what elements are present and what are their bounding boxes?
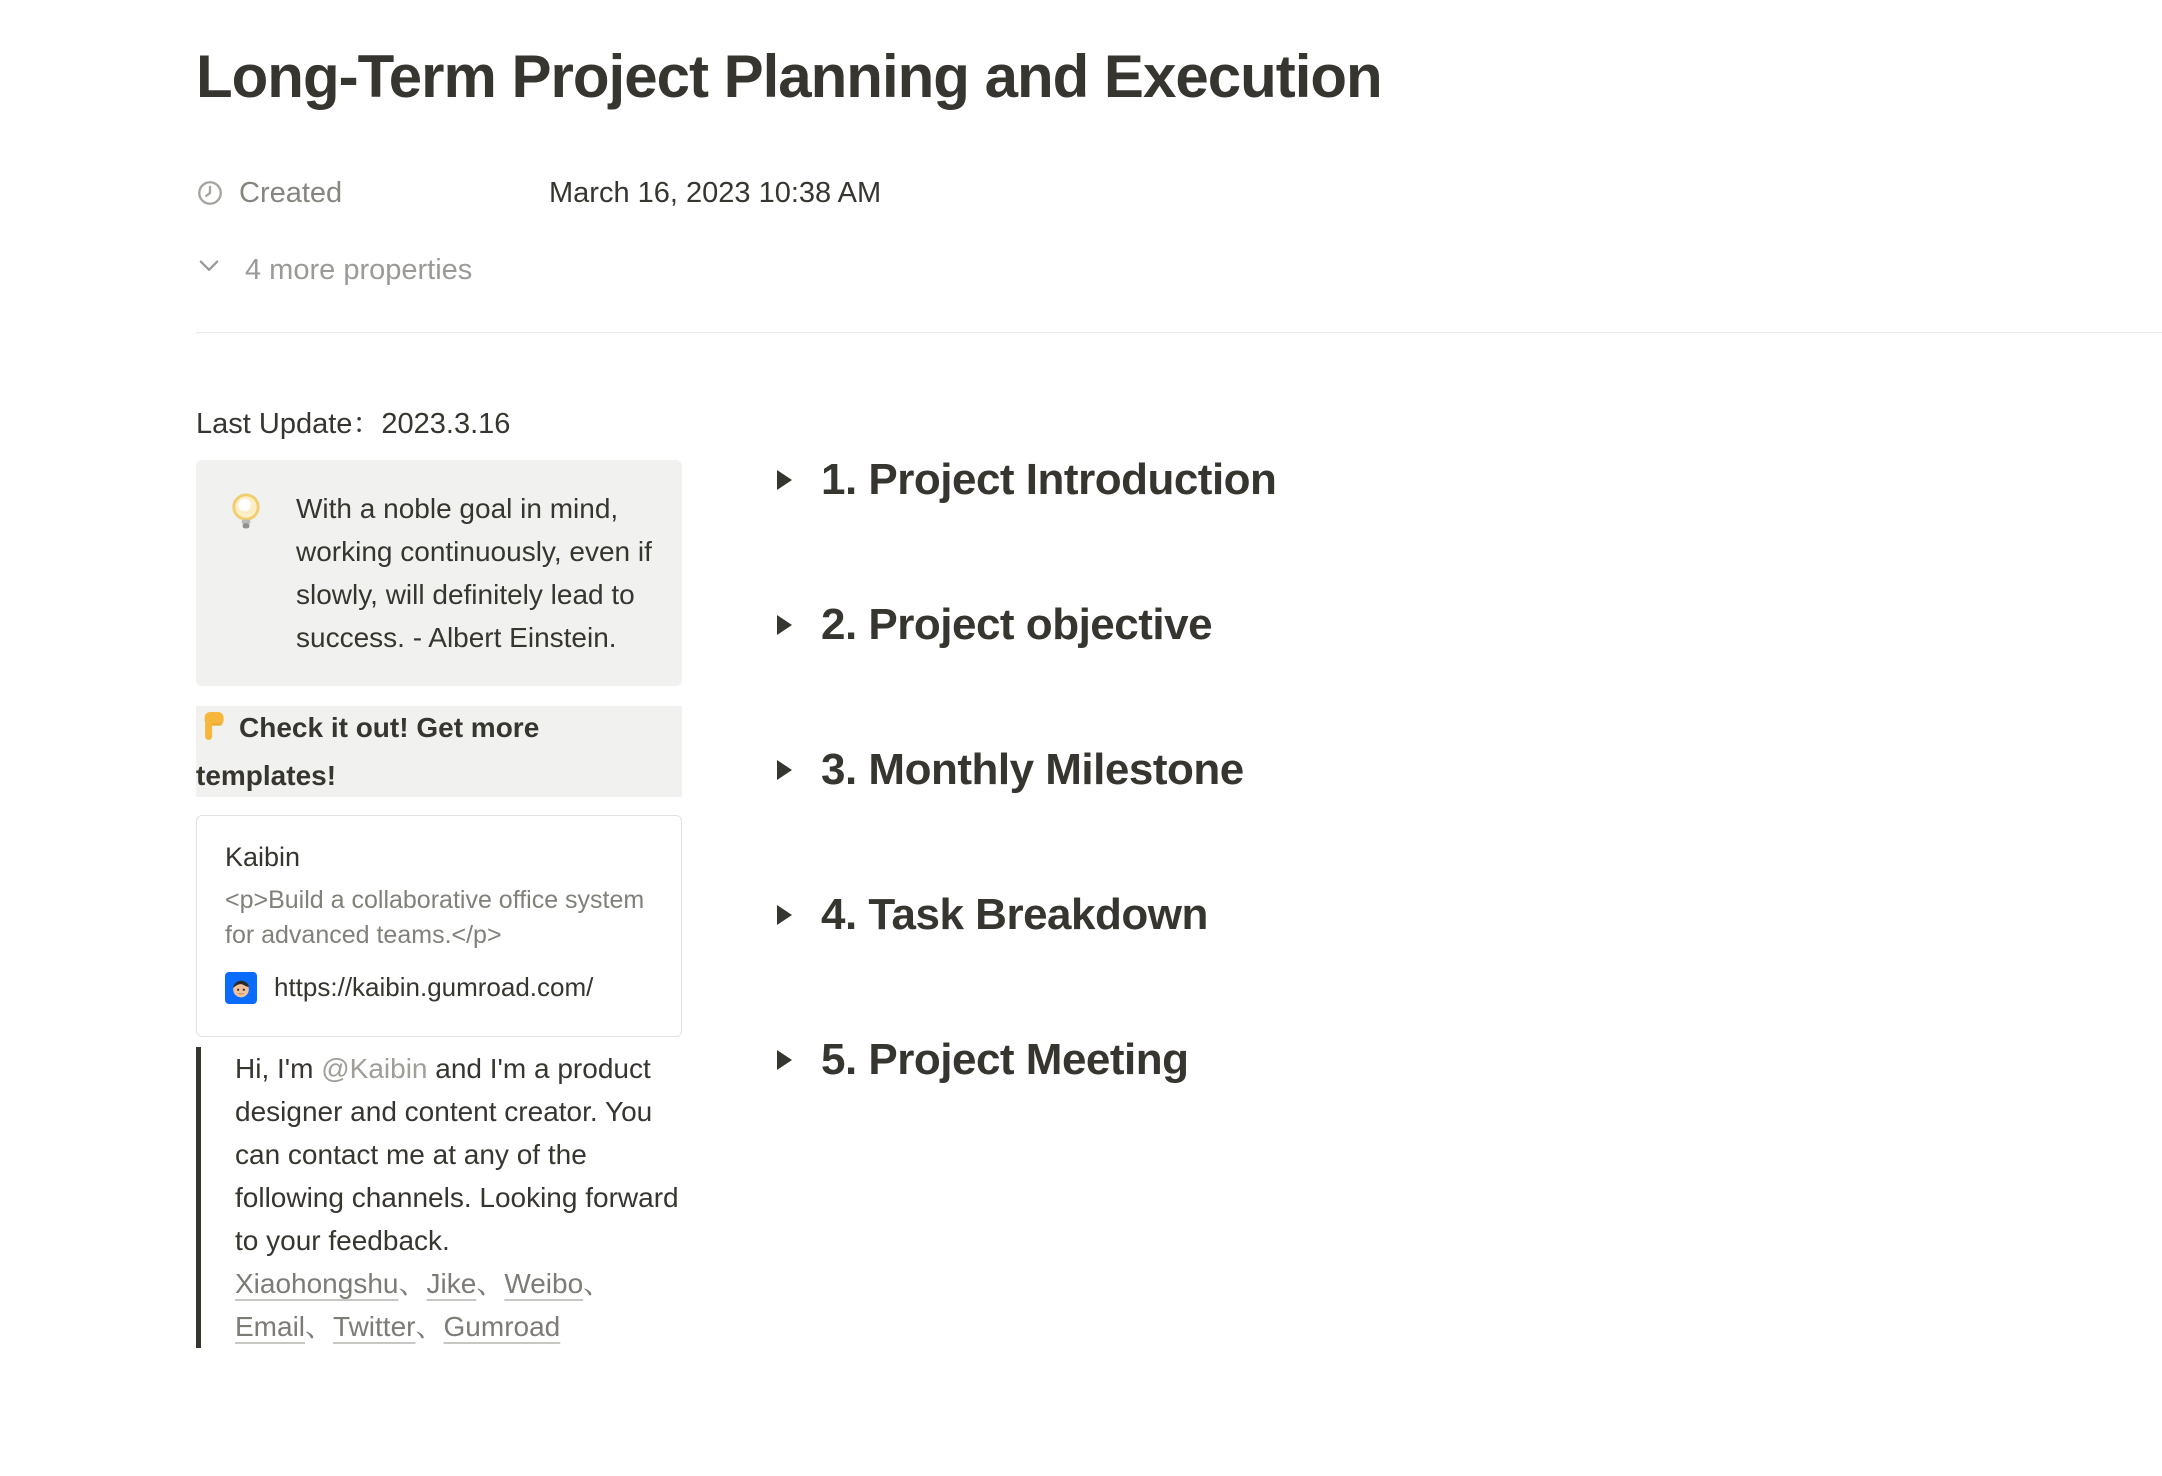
toggle-heading-3[interactable] <box>770 744 2162 796</box>
page-title[interactable]: Long-Term Project Planning and Execution <box>196 43 1382 110</box>
property-row-created <box>196 172 2162 214</box>
toggle-heading-5[interactable] <box>770 1034 2162 1086</box>
link-weibo[interactable]: Weibo <box>504 1268 584 1299</box>
toggle-triangle-icon[interactable] <box>770 470 821 490</box>
link-separator: 、 <box>398 1268 427 1299</box>
left-column <box>196 403 682 1348</box>
link-email[interactable]: Email <box>235 1311 306 1342</box>
chevron-down-icon <box>196 253 222 287</box>
bookmark-description: <p>Build a collaborative office system for advanced teams.</p> <box>225 886 645 949</box>
toggle-heading-label[interactable]: 4. Task Breakdown <box>821 890 1208 939</box>
toggle-triangle-icon[interactable] <box>770 1050 821 1070</box>
more-properties-button[interactable] <box>196 250 472 290</box>
bio-text: Hi, I'm @Kaibin and I'm a product designer and content creator. You can contact me at any of the following channels. Looking forward to your feedback. <box>235 1053 679 1256</box>
property-created-value[interactable]: March 16, 2023 10:38 AM <box>549 176 882 209</box>
last-update-text[interactable]: Last Update：2023.3.16 <box>196 408 511 440</box>
quote-callout-text: With a noble goal in mind, working continuously, even if slowly, will definitely lead to success. - Albert Einstein. <box>296 493 652 653</box>
right-column <box>770 403 2162 1348</box>
bookmark-title: Kaibin <box>225 842 301 872</box>
bio-quote <box>196 1047 682 1348</box>
quote-callout[interactable] <box>196 460 682 686</box>
bookmark-url[interactable]: https://kaibin.gumroad.com/ <box>274 972 594 1002</box>
link-separator: 、 <box>583 1268 612 1299</box>
toggle-heading-2[interactable] <box>770 599 2162 651</box>
bookmark-card[interactable] <box>196 815 682 1037</box>
properties-section <box>196 172 2162 214</box>
avatar-favicon <box>225 972 257 1004</box>
social-links <box>235 1262 682 1348</box>
link-separator: 、 <box>476 1268 505 1299</box>
link-separator: 、 <box>305 1311 334 1342</box>
link-twitter[interactable]: Twitter <box>333 1311 416 1342</box>
property-created-label: Created <box>239 176 343 209</box>
lightbulb-emoji <box>229 487 263 659</box>
check-callout[interactable] <box>196 706 682 797</box>
toggle-heading-label[interactable]: 3. Monthly Milestone <box>821 745 1244 794</box>
mention-kaibin[interactable]: @Kaibin <box>321 1053 428 1084</box>
toggle-heading-label[interactable]: 5. Project Meeting <box>821 1035 1189 1084</box>
check-callout-text: Check it out! Get more templates! <box>196 712 540 791</box>
pointing-down-emoji <box>199 710 229 754</box>
toggle-triangle-icon[interactable] <box>770 905 821 925</box>
property-created[interactable] <box>196 177 549 210</box>
toggle-heading-1[interactable] <box>770 454 2162 506</box>
toggle-triangle-icon[interactable] <box>770 615 821 635</box>
toggle-heading-4[interactable] <box>770 889 2162 941</box>
more-properties-label: 4 more properties <box>245 253 473 286</box>
link-gumroad[interactable]: Gumroad <box>443 1311 561 1342</box>
link-jike[interactable]: Jike <box>426 1268 477 1299</box>
toggle-heading-label[interactable]: 1. Project Introduction <box>821 455 1277 504</box>
toggle-triangle-icon[interactable] <box>770 760 821 780</box>
toggle-heading-label[interactable]: 2. Project objective <box>821 600 1213 649</box>
link-xiaohongshu[interactable]: Xiaohongshu <box>235 1268 399 1299</box>
link-separator: 、 <box>415 1311 444 1342</box>
clock-icon <box>196 179 224 207</box>
